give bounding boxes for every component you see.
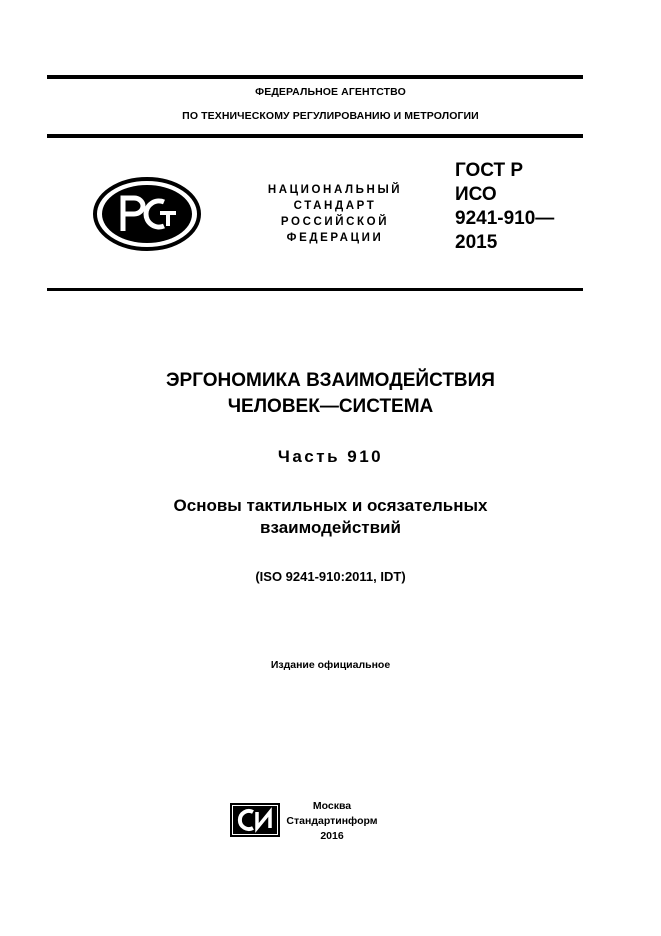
top-rule — [47, 75, 583, 79]
part-number: Часть 910 — [277, 447, 384, 466]
standard-type-line2: СТАНДАРТ — [293, 200, 377, 212]
publisher-name: Стандартинформ — [286, 815, 378, 827]
header-bottom-rule — [47, 134, 583, 138]
title-line1: ЭРГОНОМИКА ВЗАИМОДЕЙСТВИЯ — [166, 370, 495, 391]
standard-type-line3: РОССИЙСКОЙ — [280, 216, 390, 228]
standard-type-line1: НАЦИОНАЛЬНЫЙ — [267, 184, 403, 196]
title-line2: ЧЕЛОВЕК—СИСТЕМА — [227, 396, 434, 417]
standartinform-logo-icon — [230, 803, 280, 837]
edition-label: Издание официальное — [270, 659, 391, 671]
designation-bottom-rule — [47, 288, 583, 291]
designation-line4: 2015 — [455, 232, 498, 253]
agency-name-line1: ФЕДЕРАЛЬНОЕ АГЕНТСТВО — [255, 86, 406, 98]
designation-line2: ИСО — [455, 184, 497, 205]
subtitle-line2: взаимодействий — [260, 518, 401, 537]
publisher-city: Москва — [312, 800, 352, 812]
standard-type-line4: ФЕДЕРАЦИИ — [286, 232, 384, 244]
iso-reference: (ISO 9241-910:2011, IDT) — [255, 569, 406, 584]
publication-year: 2016 — [320, 830, 344, 842]
subtitle-line1: Основы тактильных и осязательных — [173, 496, 488, 515]
agency-name-line2: ПО ТЕХНИЧЕСКОМУ РЕГУЛИРОВАНИЮ И МЕТРОЛОГИИ — [182, 110, 479, 122]
rst-mark-icon — [92, 176, 202, 252]
designation-line1: ГОСТ Р — [455, 160, 524, 181]
designation-line3: 9241-910— — [455, 208, 555, 229]
